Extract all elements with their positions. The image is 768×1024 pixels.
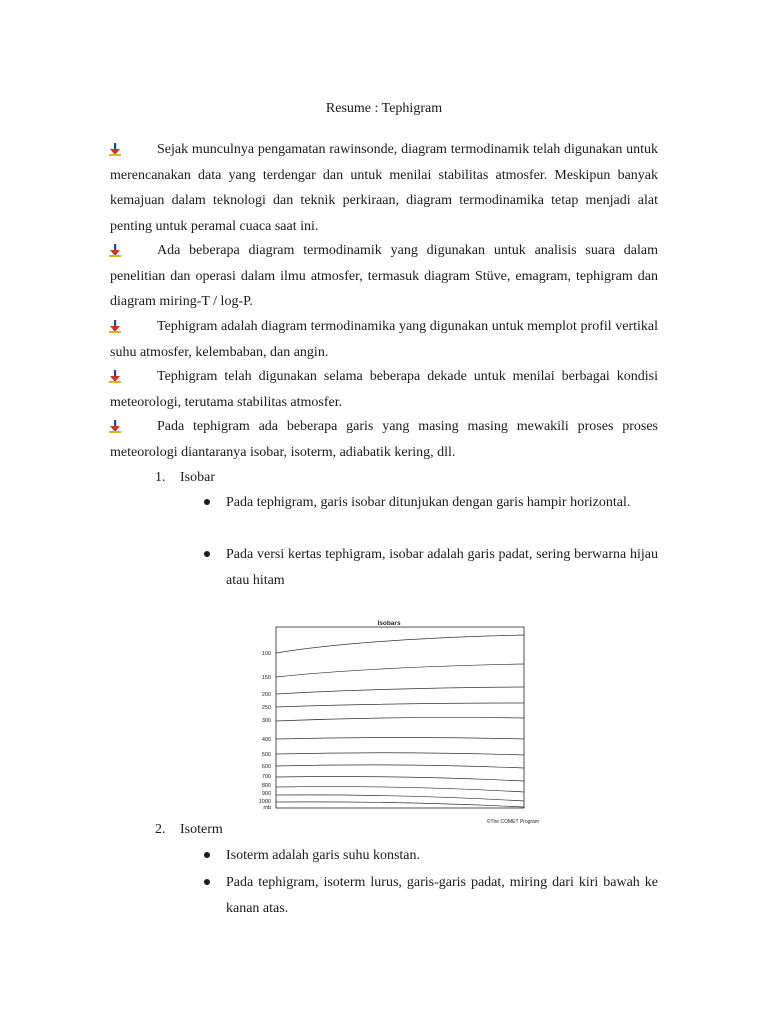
arrow-bullet-icon [108, 320, 122, 334]
paragraph-5: Pada tephigram ada beberapa garis yang masing masing mewakili proses proses meteorologi diantaranya isobar, isoterm, adiabatik kering, dll. [110, 419, 658, 460]
paragraph-3: Tephigram adalah diagram termodinamika yang digunakan untuk memplot profil vertikal suhu atmosfer, kelembaban, dan angin. [110, 319, 658, 360]
bullet-dot-icon [204, 499, 210, 505]
level-label-1000: 1000 [258, 799, 271, 805]
arrow-bullet-icon [108, 370, 122, 384]
level-label-900: 900 [261, 791, 271, 797]
level-label-200: 200 [261, 692, 271, 698]
paragraph-2: Ada beberapa diagram termodinamik yang digunakan untuk analisis suara dalam penelitian dan operasi dalam ilmu atmosfer, termasuk diagram Stüve, emagram, tephigram dan diagram miring-T / log-P. [110, 243, 658, 309]
isobar-lines [276, 635, 524, 807]
bullet-dot-icon [204, 879, 210, 885]
level-label-250: 250 [261, 705, 271, 711]
list-item: Pada tephigram, garis isobar ditunjukan dengan garis hampir horizontal. [226, 490, 658, 516]
paragraph-4: Tephigram telah digunakan selama beberapa dekade untuk menilai berbagai kondisi meteorologi, terutama stabilitas atmosfer. [110, 369, 658, 410]
section-heading-isoterm: 2. Isoterm [155, 822, 223, 837]
list-item: Pada tephigram, isoterm lurus, garis-garis padat, miring dari kiri bawah ke kanan atas. [226, 870, 658, 921]
level-label-400: 400 [261, 737, 271, 743]
level-label-800: 800 [261, 783, 271, 789]
list-item: Isoterm adalah garis suhu konstan. [226, 843, 658, 869]
arrow-bullet-icon [108, 420, 122, 434]
paragraph-1: Sejak munculnya pengamatan rawinsonde, diagram termodinamik telah digunakan untuk merencanakan data yang terdengar dan untuk menilai stabilitas atmosfer. Meskipun banyak kemajuan dalam teknologi dan teknik perkiraan, diagram termodinamika tetap menjadi alat penting untuk peramal cuaca saat ini. [110, 142, 658, 234]
level-label-500: 500 [261, 752, 271, 758]
level-label-700: 700 [261, 774, 271, 780]
section-heading-isobar: 1. Isobar [155, 470, 215, 485]
figure-title: Isobars [377, 620, 401, 627]
level-label-150: 150 [261, 675, 271, 681]
list-item: Pada versi kertas tephigram, isobar adalah garis padat, sering berwarna hijau atau hitam [226, 542, 658, 593]
level-label-600: 600 [261, 764, 271, 770]
figure-credit: ©The COMET Program [486, 819, 539, 825]
isobars-figure [251, 615, 541, 830]
level-label-300: 300 [261, 718, 271, 724]
arrow-bullet-icon [108, 244, 122, 258]
pressure-level-labels [259, 651, 271, 811]
document-title: Resume : Tephigram [325, 101, 443, 116]
unit-label: mb [263, 805, 271, 811]
bullet-dot-icon [204, 551, 210, 557]
arrow-bullet-icon [108, 143, 122, 157]
level-label-100: 100 [261, 651, 271, 657]
bullet-dot-icon [204, 852, 210, 858]
